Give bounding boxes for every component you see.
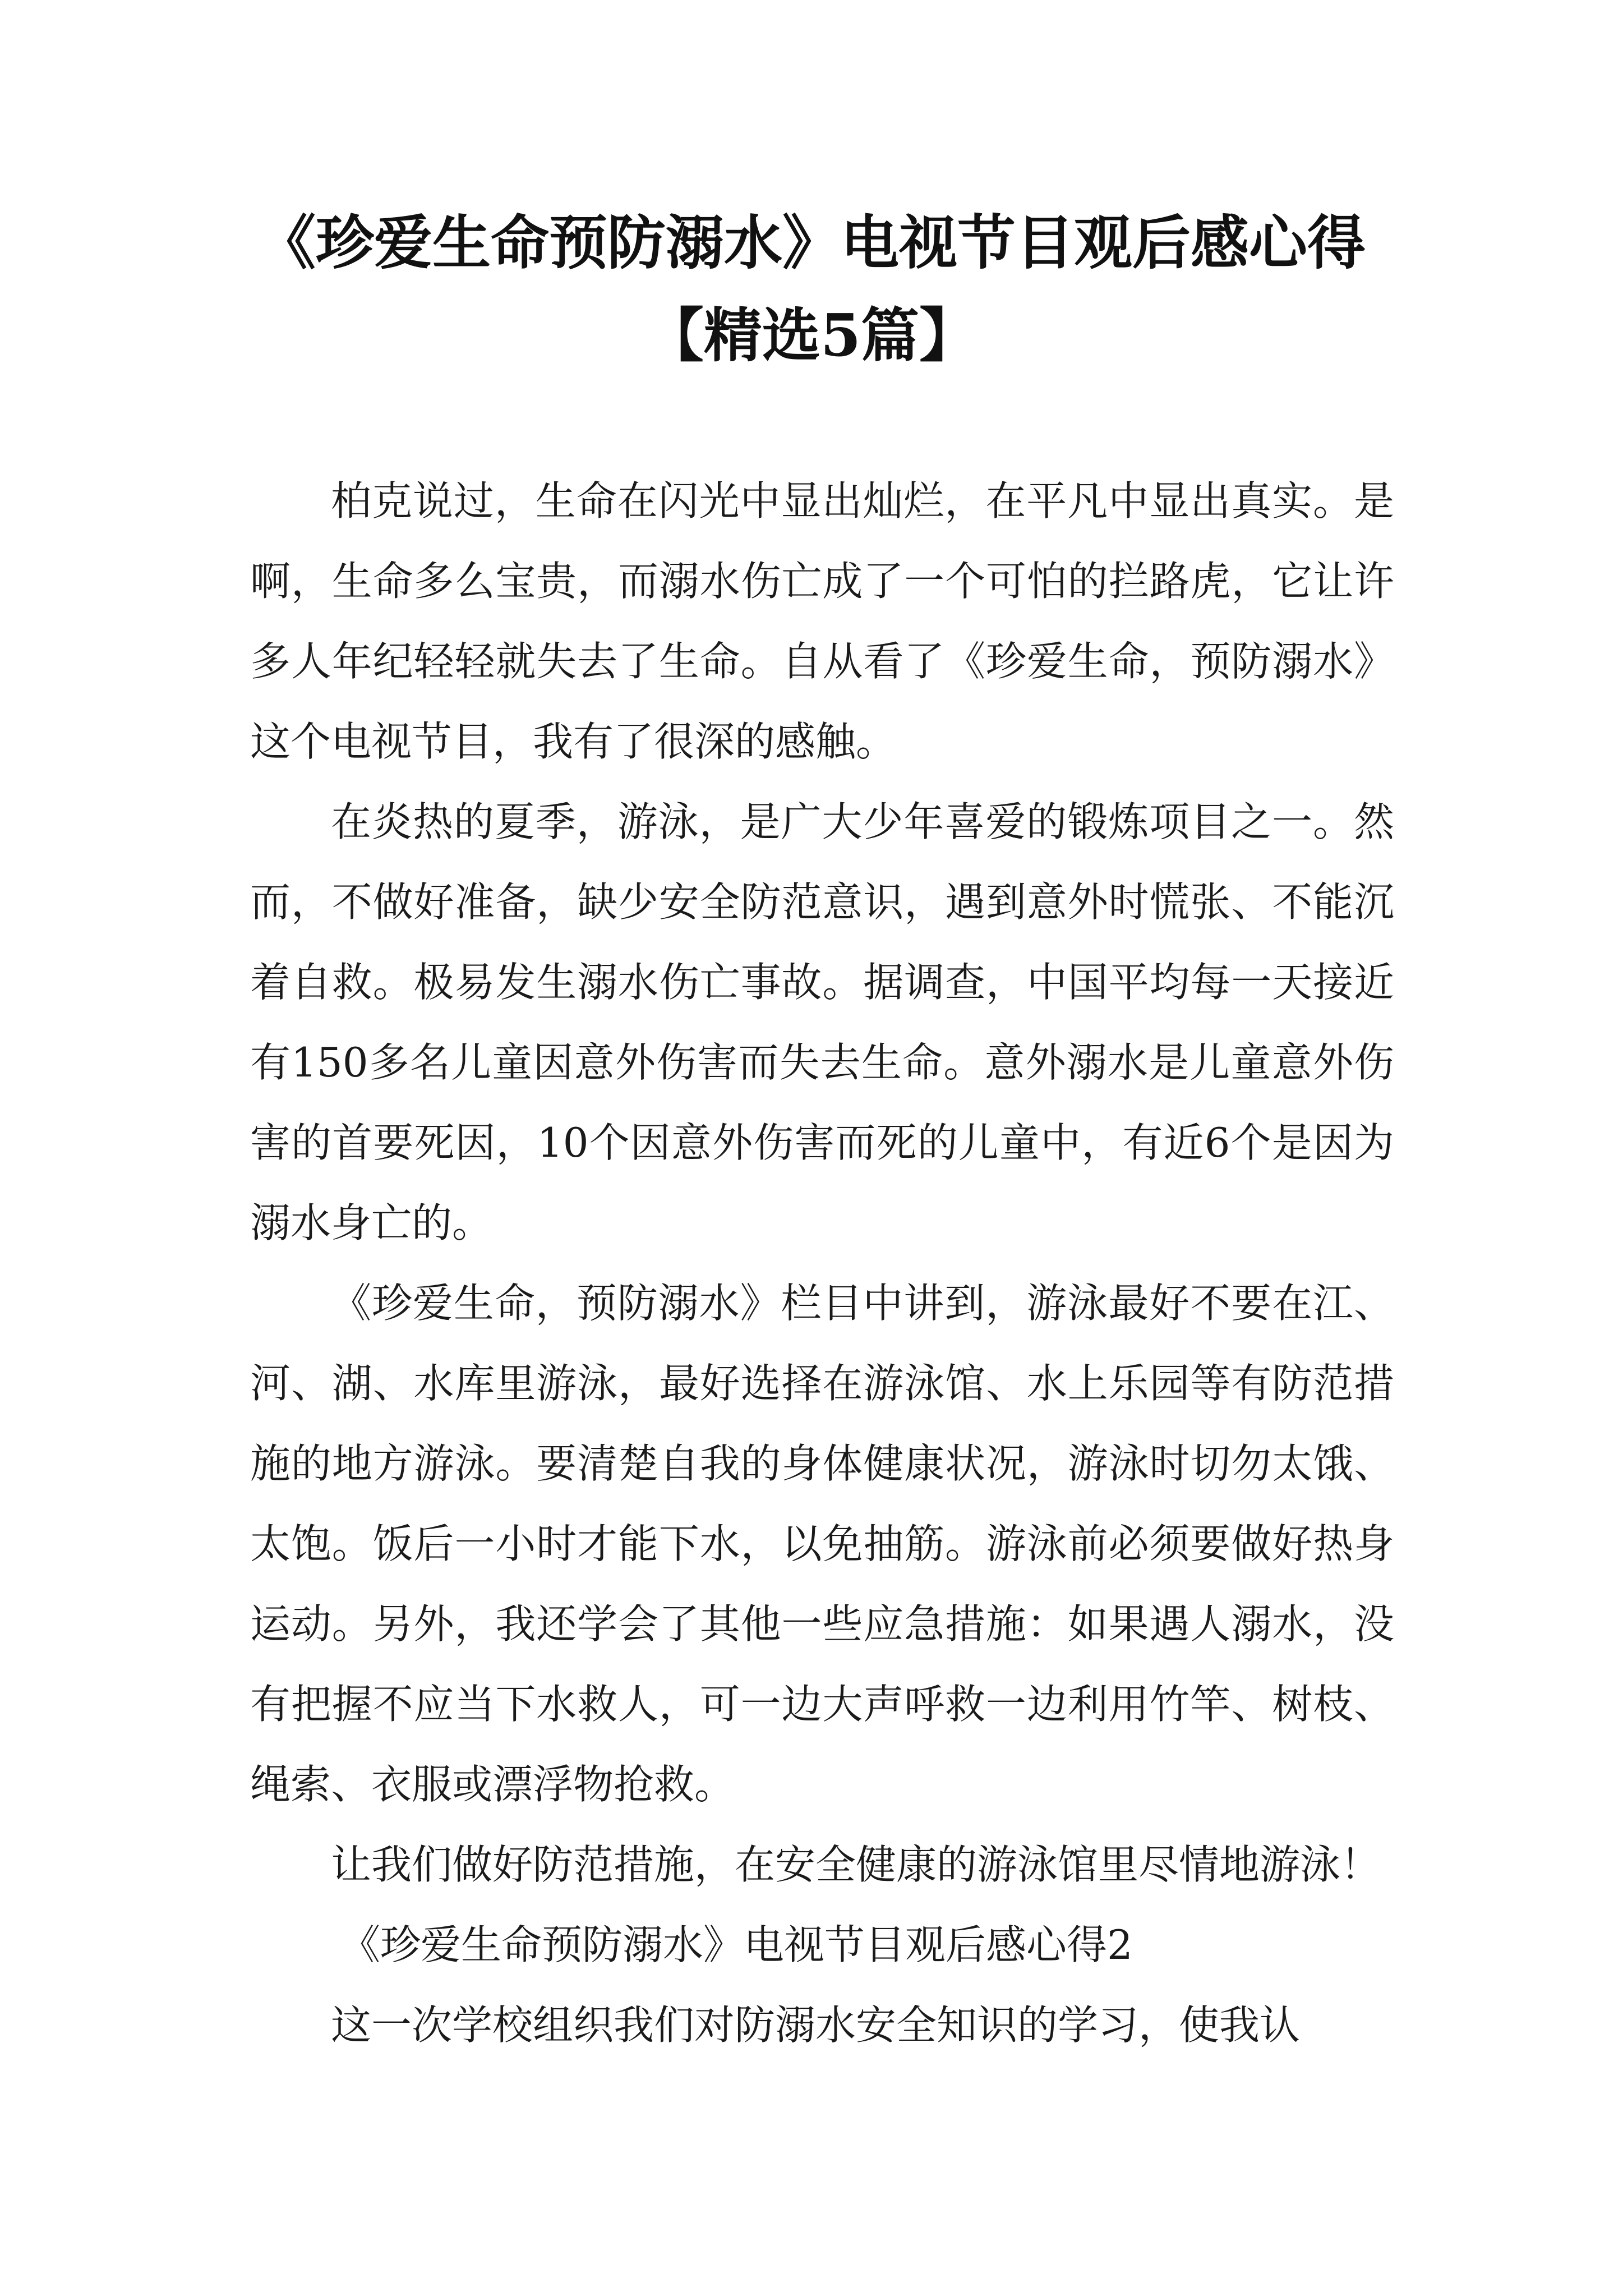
paragraph: 柏克说过，生命在闪光中显出灿烂，在平凡中显出真实。是啊，生命多么宝贵，而溺水伤亡成了一个可怕的拦路虎，它让许多人年纪轻轻就失去了生命。自从看了《珍爱生命，预防溺水》这个电视节目，我有了很深的感触。 (250, 477, 1394, 765)
paragraph: 《珍爱生命，预防溺水》栏目中讲到，游泳最好不要在江、河、湖、水库里游泳，最好选择在游泳馆、水上乐园等有防范措施的地方游泳。要清楚自我的身体健康状况，游泳时切勿太饿、太饱。饭后一小时才能下水，以免抽筋。游泳前必须要做好热身运动。另外，我还学会了其他一些应急措施：如果遇人溺水，没有把握不应当下水救人，可一边大声呼救一边利用竹竿、树枝、绳索、衣服或漂浮物抢救。 (250, 1280, 1394, 1808)
paragraph: 这一次学校组织我们对防溺水安全知识的学习，使我认 (331, 2001, 1301, 2049)
paragraph: 让我们做好防范措施，在安全健康的游泳馆里尽情地游泳！ (331, 1841, 1381, 1888)
section-heading: 《珍爱生命预防溺水》电视节目观后感心得2 (340, 1921, 1133, 1968)
document-title: 《珍爱生命预防溺水》电视节目观后感心得【精选5篇】 (257, 208, 1366, 370)
paragraph: 在炎热的夏季，游泳，是广大少年喜爱的锻炼项目之一。然而，不做好准备，缺少安全防范意识，遇到意外时慌张、不能沉着自救。极易发生溺水伤亡事故。据调查，中国平均每一天接近有150多名儿童因意外伤害而失去生命。意外溺水是儿童意外伤害的首要死因，10个因意外伤害而死的儿童中，有近6个是因为溺水身亡的。 (250, 798, 1394, 1246)
document-body (250, 461, 1394, 2065)
